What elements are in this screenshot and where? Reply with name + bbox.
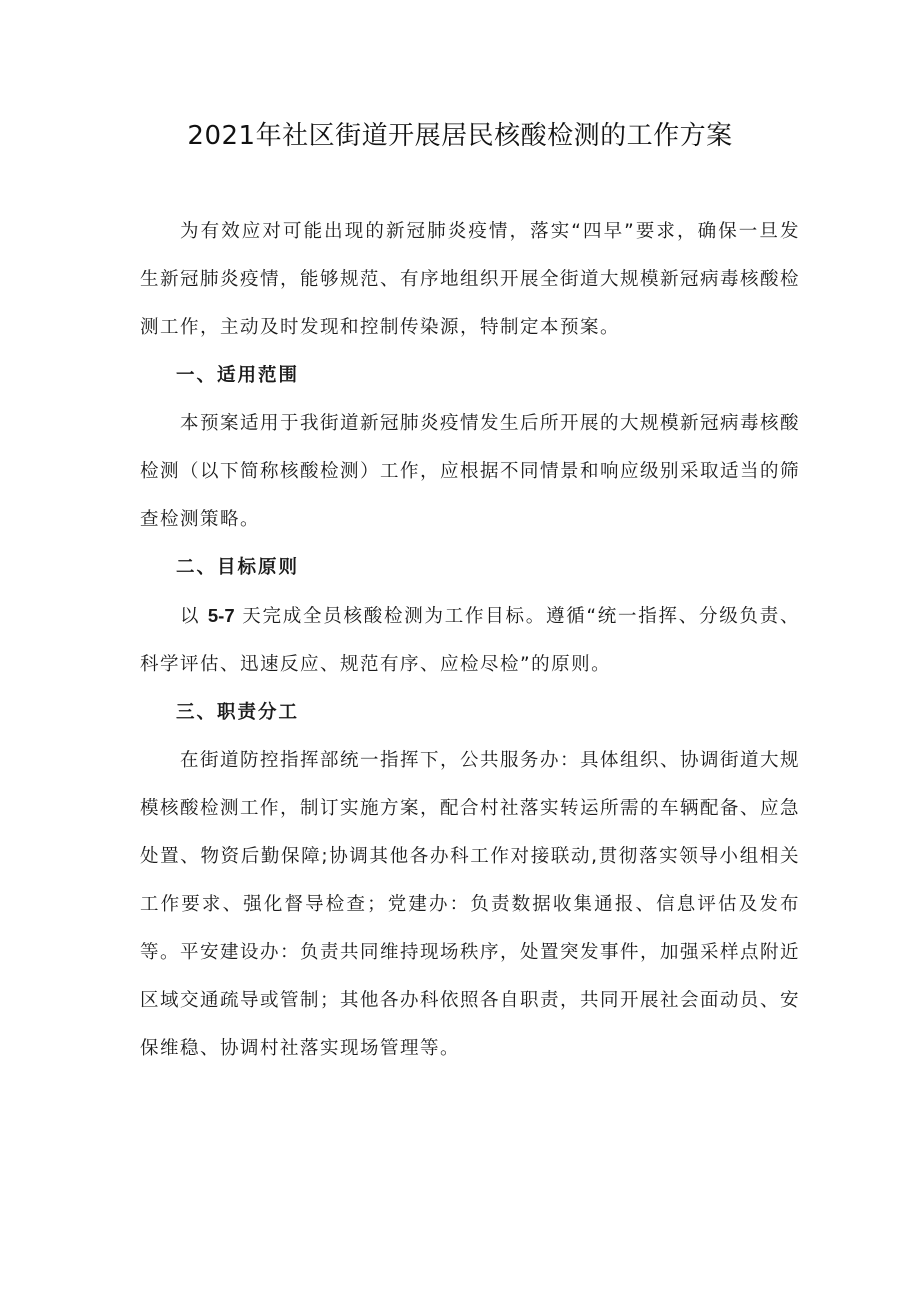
- document-body: [140, 208, 800, 1073]
- principles-text-prefix: 以: [180, 606, 208, 627]
- section-text-responsibilities: 在街道防控指挥部统一指挥下，公共服务办：具体组织、协调街道大规模核酸检测工作，制订实施方案，配合村社落实转运所需的车辆配备、应急处置、物资后勤保障;协调其他各办科工作对接联动,贯彻落实领导小组相关工作要求、强化督导检查；党建办：负责数据收集通报、信息评估及发布等。平安建设办：负责共同维持现场秩序，处置突发事件，加强采样点附近区域交通疏导或管制；其他各办科依照各自职责，共同开展社会面动员、安保维稳、协调村社落实现场管理等。: [140, 750, 801, 1059]
- section-heading-responsibilities: 三、职责分工: [176, 702, 300, 723]
- principles-day-range: 5-7: [207, 605, 235, 626]
- section-heading-principles: 二、目标原则: [176, 557, 300, 578]
- section-text-scope: 本预案适用于我街道新冠肺炎疫情发生后所开展的大规模新冠病毒核酸检测（以下简称核酸检测）工作，应根据不同情景和响应级别采取适当的筛查检测策略。: [140, 413, 801, 530]
- document-title: 2021年社区街道开展居民核酸检测的工作方案: [187, 121, 733, 151]
- principles-text-suffix: 天完成全员核酸检测为工作目标。遵循“统一指挥、分级负责、科学评估、迅速反应、规范有序、应检尽检”的原则。: [140, 606, 800, 675]
- intro-paragraph: 为有效应对可能出现的新冠肺炎疫情，落实“四早”要求，确保一旦发生新冠肺炎疫情，能够规范、有序地组织开展全街道大规模新冠病毒核酸检测工作，主动及时发现和控制传染源，特制定本预案。: [140, 221, 801, 338]
- section-text-principles: [140, 592, 800, 689]
- section-heading-scope: 一、适用范围: [176, 365, 300, 386]
